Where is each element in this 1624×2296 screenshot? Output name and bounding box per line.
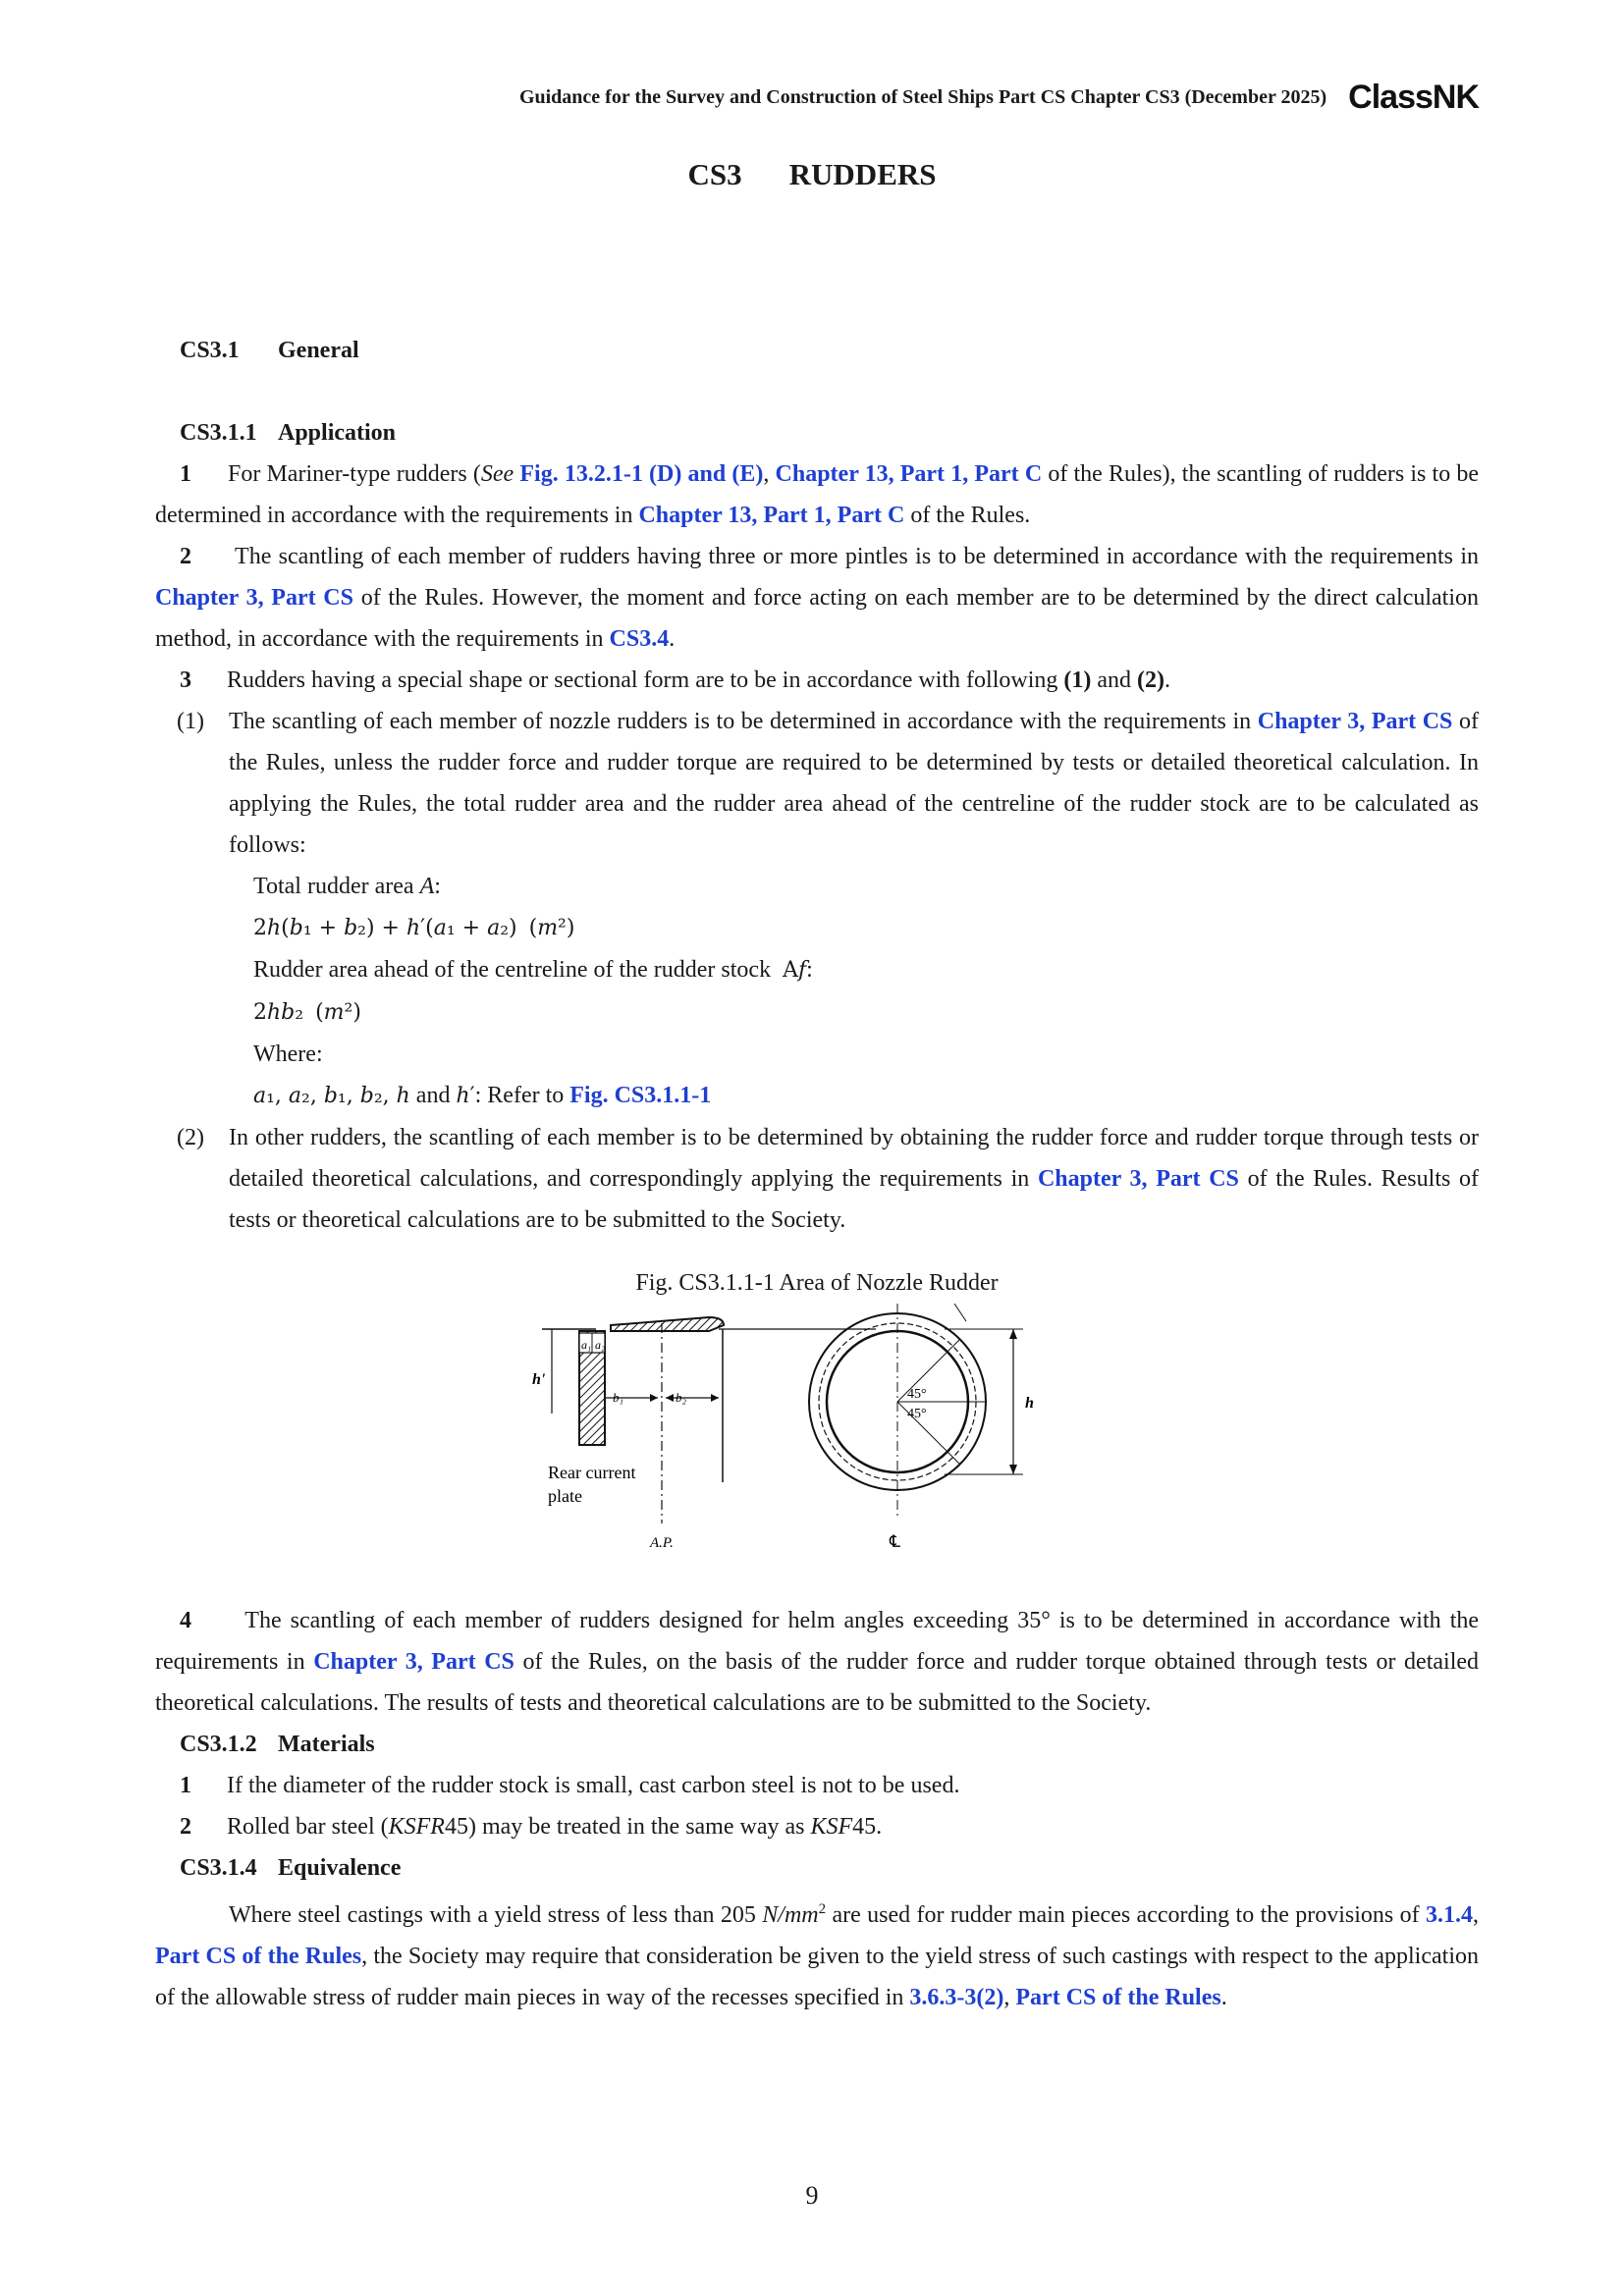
chapter-title	[0, 157, 1624, 192]
main-content	[155, 330, 1479, 2018]
link-3-1-4[interactable]: 3.1.4	[1426, 1902, 1474, 1928]
chapter-name: RUDDERS	[788, 157, 937, 191]
nozzle-rudder-diagram	[532, 1304, 1102, 1561]
link-fig-13-2-1-1[interactable]: Fig. 13.2.1-1 (D) and (E)	[519, 461, 764, 487]
section-heading: CS3.1 General	[180, 338, 359, 363]
link-cs3-4[interactable]: CS3.4	[609, 626, 670, 652]
link-chapter-3[interactable]: Chapter 3, Part CS	[155, 585, 353, 611]
classnk-logo: ClassNK	[1348, 79, 1479, 116]
svg-text:℄: ℄	[890, 1532, 900, 1551]
materials-2: 2 Rolled bar steel (KSFR45) may be treated in the same way as KSF45.	[180, 1814, 883, 1840]
link-chapter-3[interactable]: Chapter 3, Part CS	[313, 1649, 514, 1675]
link-chapter-3[interactable]: Chapter 3, Part CS	[1257, 709, 1453, 734]
svg-text:45°: 45°	[907, 1387, 927, 1402]
link-part-cs[interactable]: Part CS of the Rules	[1015, 1985, 1221, 2010]
header-title: Guidance for the Survey and Construction of Steel Ships Part CS Chapter CS3 (December 2025)	[518, 86, 1327, 108]
svg-text:h': h'	[532, 1371, 546, 1388]
paragraph-4: 4 The scantling of each member of rudders designed for helm angles exceeding 35° is to be determined in accordance with the requirements in Chapter 3, Part CS of the Rules, on the basis of the rudder force and rudder torque obtained through tests or detailed theoretical calculations. The results of tests and theoretical calculations are to be submitted to the Society.	[155, 1608, 1480, 1716]
paragraph-2: 2 The scantling of each member of rudders having three or more pintles is to be determined in accordance with the requirements in Chapter 3, Part CS of the Rules. However, the moment and force acting on each member are to be determined by the direct calculation method, in accordance with the requirements in CS3.4.	[155, 544, 1480, 652]
link-3-6-3[interactable]: 3.6.3-3(2)	[909, 1985, 1004, 2010]
svg-text:b₂: b₂	[676, 1390, 687, 1405]
svg-text:45°: 45°	[907, 1407, 927, 1421]
paragraph-3: 3 Rudders having a special shape or sectional form are to be in accordance with following (1) and (2).	[180, 667, 1170, 693]
svg-text:Rear current: Rear current	[548, 1463, 636, 1482]
link-part-cs[interactable]: Part CS of the Rules	[155, 1944, 362, 1969]
running-header	[519, 79, 1479, 117]
chapter-number: CS3	[687, 157, 742, 191]
svg-text:a₂: a₂	[595, 1338, 606, 1352]
link-fig-cs3-1-1-1[interactable]: Fig. CS3.1.1-1	[569, 1083, 712, 1108]
subsection-heading: CS3.1.1 Application	[180, 420, 397, 446]
svg-text:b₁: b₁	[613, 1390, 624, 1405]
svg-text:h: h	[1025, 1395, 1034, 1412]
nozzle-rudder-figure	[155, 1304, 1479, 1561]
subsection-heading: CS3.1.2 Materials	[180, 1732, 375, 1757]
list-item-2: (2) In other rudders, the scantling of each member is to be determined by obtaining the rudder force and rudder torque through tests or detailed theoretical calculations, and correspondingly applying the requirements in Chapter 3, Part CS of the Rules. Results of tests or theoretical calculations are to be submitted to the Society.	[177, 1125, 1480, 1233]
link-chapter-3[interactable]: Chapter 3, Part CS	[1037, 1166, 1239, 1192]
formula-ahead-area: 2ℎ𝑏₂	[253, 1000, 304, 1025]
figure-caption: Fig. CS3.1.1-1 Area of Nozzle Rudder	[635, 1270, 999, 1296]
link-chapter-13[interactable]: Chapter 13, Part 1, Part C	[775, 461, 1043, 487]
equivalence-paragraph: Where steel castings with a yield stress of less than 205 $N/mm^2$ are used for rudder main pieces according to the provisions of 3.1.4, Part CS of the Rules, the Society may require that consideration be given to the yield stress of such castings with respect to the application of the allowable stress of rudder main pieces in way of the recesses specified in 3.6.3-3(2), Part CS of the Rules.	[155, 1901, 1480, 2010]
formula-total-area: 2ℎ(𝑏₁ + 𝑏₂) + ℎ′(𝑎₁ + 𝑎₂)	[253, 916, 517, 940]
svg-text:plate: plate	[548, 1486, 582, 1506]
svg-text:A.P.: A.P.	[650, 1535, 674, 1551]
paragraph-1: 1 For Mariner-type rudders (See Fig. 13.2.1-1 (D) and (E), Chapter 13, Part 1, Part C of the Rules), the scantling of rudders is to be determined in accordance with the requirements in Chapter 13, Part 1, Part C of the Rules.	[155, 461, 1480, 528]
subsection-heading: CS3.1.4 Equivalence	[180, 1855, 402, 1881]
link-chapter-13[interactable]: Chapter 13, Part 1, Part C	[638, 503, 905, 528]
svg-text:a₁: a₁	[581, 1338, 592, 1352]
materials-1: 1 If the diameter of the rudder stock is small, cast carbon steel is not to be used.	[180, 1773, 960, 1798]
list-item-1: (1) The scantling of each member of nozzle rudders is to be determined in accordance with the requirements in Chapter 3, Part CS of the Rules, unless the rudder force and rudder torque are required to be determined by tests or detailed theoretical calculation. In applying the Rules, the total rudder area and the rudder area ahead of the centreline of the rudder stock are to be calculated as follows:	[177, 709, 1480, 858]
formula-block: Total rudder area A: 2ℎ(𝑏₁ + 𝑏₂) + ℎ′(𝑎₁ + 𝑎₂) (𝑚²) Rudder area ahead of the centreline of the rudder stock A𝑓: 2ℎ𝑏₂ (𝑚²) Where: 𝑎₁, 𝑎₂, 𝑏₁, 𝑏₂, ℎ and ℎ′: Refer to Fig. CS3.1.1-1	[253, 874, 813, 1108]
page-number: 9	[805, 2181, 819, 2210]
